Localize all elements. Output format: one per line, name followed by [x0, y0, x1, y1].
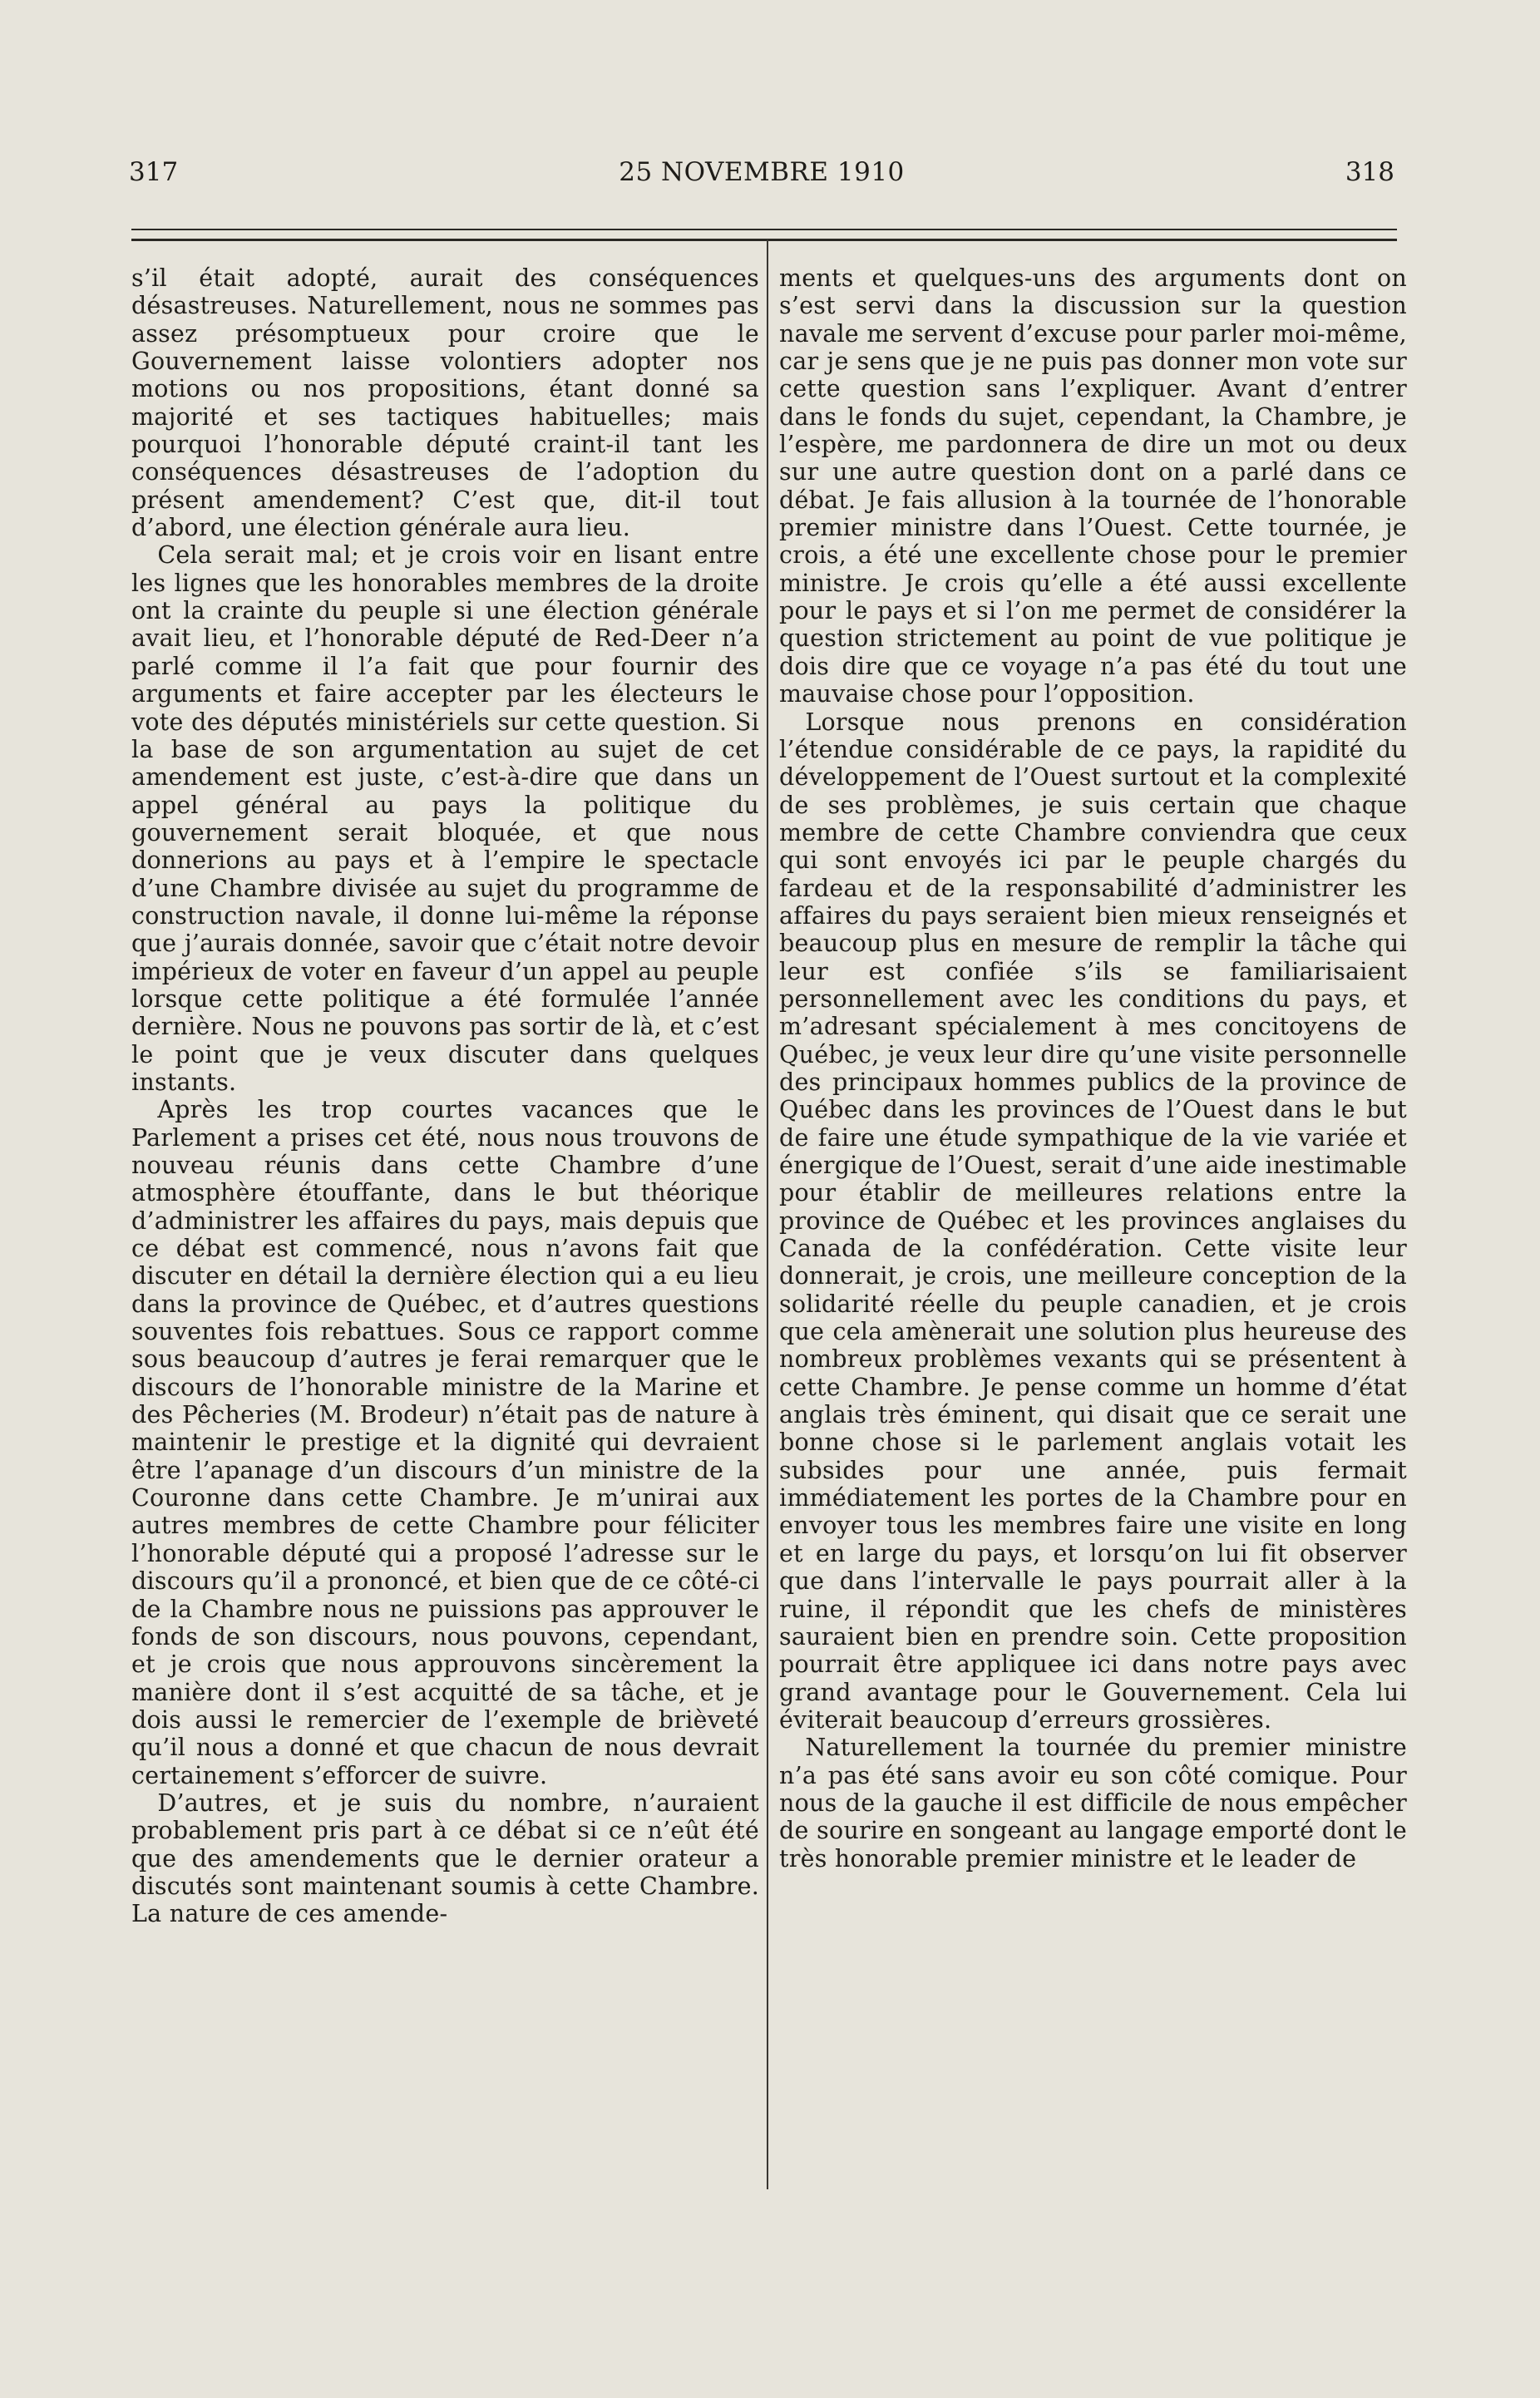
paragraph: D’autres, et je suis du nombre, n’auraient probablement pris part à ce débat si ce n’eût été que des amendements que le dernier orateur a discutés sont maintenant soumis à cette Chambre. La nature de ces amende- — [131, 1789, 759, 1928]
page-number-left: 317 — [129, 157, 179, 187]
left-column — [131, 264, 759, 1928]
header-date: 25 NOVEMBRE 1910 — [619, 157, 905, 187]
paragraph: s’il était adopté, aurait des conséquences désastreuses. Naturellement, nous ne sommes pas assez présomptueux pour croire que le Gouvernement laisse volontiers adopter nos motions ou nos propositions, étant donné sa majorité et ses tactiques habituelles; mais pourquoi l’honorable député craint-il tant les conséquences désastreuses de l’adoption du présent amendement? C’est que, dit-il tout d’abord, une élection générale aura lieu. — [131, 264, 759, 542]
right-column — [779, 264, 1407, 1873]
header-rule-top — [131, 229, 1397, 230]
column-divider — [767, 239, 768, 2189]
page-number-right: 318 — [1345, 157, 1394, 187]
page-header — [129, 151, 1394, 193]
paragraph: Cela serait mal; et je crois voir en lisant entre les lignes que les honorables membres de la droite ont la crainte du peuple si une élection générale avait lieu, et l’honorable député de Red-Deer n’a parlé comme il l’a fait que pour fournir des arguments et faire accepter par les électeurs le vote des députés ministériels sur cette question. Si la base de son argumentation au sujet de cet amendement est juste, c’est-à-dire que dans un appel général au pays la politique du gouvernement serait bloquée, et que nous donnerions au pays et à l’empire le spectacle d’une Chambre divisée au sujet du programme de construction navale, il donne lui-même la réponse que j’aurais donnée, savoir que c’était notre devoir impérieux de voter en faveur d’un appel au peuple lorsque cette politique a été formulée l’année dernière. Nous ne pouvons pas sortir de là, et c’est le point que je veux discuter dans quelques instants. — [131, 541, 759, 1096]
paragraph: Lorsque nous prenons en considération l’étendue considérable de ce pays, la rapidité du développement de l’Ouest surtout et la complexité de ses problèmes, je suis certain que chaque membre de cette Chambre conviendra que ceux qui sont envoyés ici par le peuple chargés du fardeau et de la responsabilité d’administrer les affaires du pays seraient bien mieux renseignés et beaucoup plus en mesure de remplir la tâche qui leur est confiée s’ils se familiarisaient personnellement avec les conditions du pays, et m’adresant spécialement à mes concitoyens de Québec, je veux leur dire qu’une visite personnelle des principaux hommes publics de la province de Québec dans les provinces de l’Ouest dans le but de faire une étude sympathique de la vie variée et énergique de l’Ouest, serait d’une aide inestimable pour établir de meilleures relations entre la province de Québec et les provinces anglaises du Canada de la confédération. Cette visite leur donnerait, je crois, une meilleure conception de la solidarité réelle du peuple canadien, et je crois que cela amènerait une solution plus heureuse des nombreux problèmes vexants qui se présentent à cette Chambre. Je pense comme un homme d’état anglais très éminent, qui disait que ce serait une bonne chose si le parlement anglais votait les subsides pour une année, puis fermait immédiatement les portes de la Chambre pour en envoyer tous les membres faire une visite en long et en large du pays, et lorsqu’on lui fit observer que dans l’intervalle le pays pourrait aller à la ruine, il répondit que les chefs de ministères sauraient bien en prendre soin. Cette proposition pourrait être appliquee ici dans notre pays avec grand avantage pour le Gouvernement. Cela lui éviterait beaucoup d’erreurs grossières. — [779, 708, 1407, 1734]
paragraph: Après les trop courtes vacances que le Parlement a prises cet été, nous nous trouvons de nouveau réunis dans cette Chambre d’une atmosphère étouffante, dans le but théorique d’administrer les affaires du pays, mais depuis que ce débat est commencé, nous n’avons fait que discuter en détail la dernière élection qui a eu lieu dans la province de Québec, et d’autres questions souventes fois rebattues. Sous ce rapport comme sous beaucoup d’autres je ferai remarquer que le discours de l’honorable ministre de la Marine et des Pêcheries (M. Brodeur) n’était pas de nature à maintenir le prestige et la dignité qui devraient être l’apanage d’un discours d’un ministre de la Couronne dans cette Chambre. Je m’unirai aux autres membres de cette Chambre pour féliciter l’honorable député qui a proposé l’adresse sur le discours qu’il a prononcé, et bien que de ce côté-ci de la Chambre nous ne puissions pas approuver le fonds de son discours, nous pouvons, cependant, et je crois que nous approuvons sincèrement la manière dont il s’est acquitté de sa tâche, et je dois aussi le remercier de l’exemple de brièveté qu’il nous a donné et que chacun de nous devrait certainement s’efforcer de suivre. — [131, 1096, 759, 1789]
header-rule-bottom — [131, 239, 1397, 241]
paragraph: ments et quelques-uns des arguments dont on s’est servi dans la discussion sur la question navale me servent d’excuse pour parler moi-même, car je sens que je ne puis pas donner mon vote sur cette question sans l’expliquer. Avant d’entrer dans le fonds du sujet, cependant, la Chambre, je l’espère, me pardonnera de dire un mot ou deux sur une autre question dont on a parlé dans ce débat. Je fais allusion à la tournée de l’honorable premier ministre dans l’Ouest. Cette tournée, je crois, a été une excellente chose pour le premier ministre. Je crois qu’elle a été aussi excellente pour le pays et si l’on me permet de considérer la question strictement au point de vue politique je dois dire que ce voyage n’a pas été du tout une mauvaise chose pour l’opposition. — [779, 264, 1407, 708]
paragraph: Naturellement la tournée du premier ministre n’a pas été sans avoir eu son côté comique. Pour nous de la gauche il est difficile de nous empêcher de sourire en songeant au langage emporté dont le très honorable premier ministre et le leader de — [779, 1734, 1407, 1873]
